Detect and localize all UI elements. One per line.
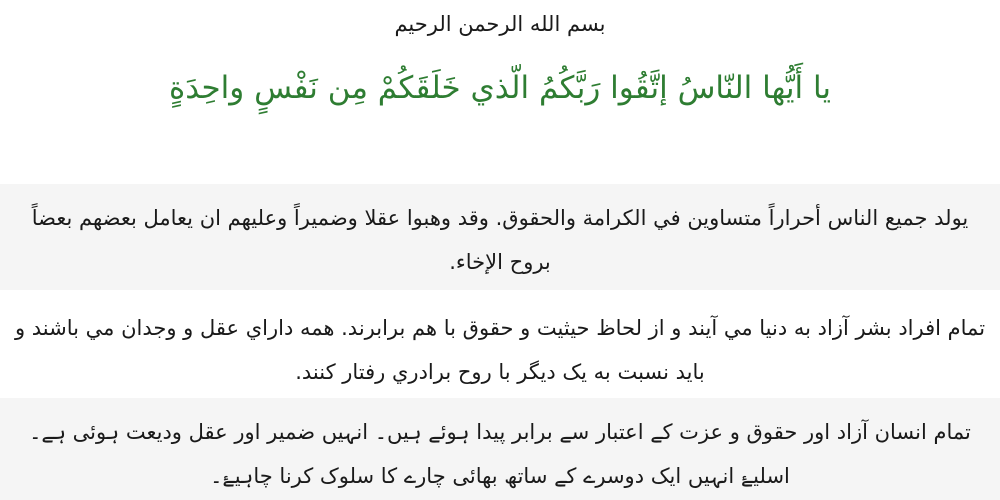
quran-verse: يا أَيُّها النّاسُ إتَّقُوا رَبَّكُمُ الّذي خَلَقَكُمْ مِن نَفْسٍ واحِدَةٍ xyxy=(168,70,832,106)
bismillah-heading: بسم الله الرحمن الرحيم xyxy=(394,12,606,36)
persian-paragraph xyxy=(0,290,1000,398)
urdu-paragraph xyxy=(0,398,1000,500)
arabic-paragraph-text: يولد جميع الناس أحراراً متساوين في الكرامة والحقوق. وقد وهبوا عقلا وضميراً وعليهم ان يعامل بعضهم بعضاً بروح الإخاء. xyxy=(31,206,969,274)
persian-paragraph-text: تمام افراد بشر آزاد به دنيا مي آيند و از لحاظ حيثيت و حقوق با هم برابرند. همه داراي عقل و وجدان مي باشند و بايد نسبت به يک ديگر با روح برادري رفتار کنند. xyxy=(14,316,986,384)
urdu-paragraph-text: تمام انسان آزاد اور حقوق و عزت کے اعتبار سے برابر پیدا ہوئے ہیں۔ انہیں ضمیر اور عقل ودیعت ہوئی ہے۔ اسلیۓ انہیں ایک دوسرے کے ساتھ بھائی چارے کا سلوک کرنا چاہیۓ۔ xyxy=(29,420,971,488)
arabic-paragraph xyxy=(0,184,1000,290)
